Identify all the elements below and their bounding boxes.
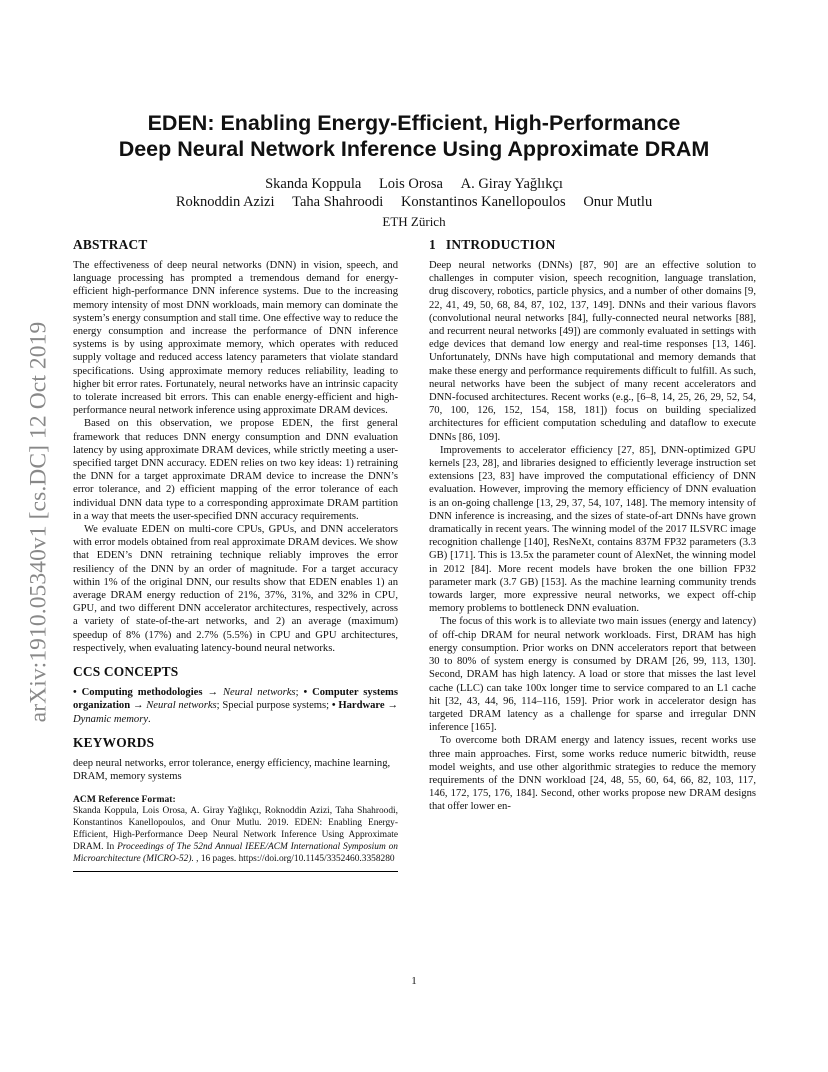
author-name: Konstantinos Kanellopoulos (400, 194, 566, 210)
ccs-arrow: → (202, 687, 223, 699)
arxiv-stamp (24, 287, 54, 757)
author-list (60, 175, 768, 211)
author-name: Roknoddin Azizi (175, 194, 275, 210)
reference-text: Skanda Koppula, Lois Orosa, A. Giray Yağlıkçı, Roknoddin Azizi, Taha Shahroodi, Konstantinos Kanellopoulos, and Onur Mutlu. 2019. EDEN: Enabling Energy-Efficient, High-Performance Deep Neural Network Inference Using Approximate DRAM. In (73, 806, 398, 852)
reference-venue: Proceedings of The 52nd Annual IEEE/ACM International Symposium on Microarchitecture (MICRO-52). (73, 841, 398, 864)
reference-format-heading: ACM Reference Format: (73, 794, 176, 806)
abstract-paragraph: The effectiveness of deep neural networks (DNN) in vision, speech, and language processing has prompted a tremendous demand for energy-efficient high-performance DNN inference systems. Due to the increasing memory intensity of most DNN workloads, main memory can dominate the system’s energy consumption and stall time. One effective way to reduce the energy consumption and increase the performance of DNN inference systems is by using approximate memory, which operates with reduced supply voltage and reduced access latency parameters that violate standard specifications. Using approximate memory reduces reliability, leading to higher bit error rates. Fortunately, neural networks have an intrinsic capacity to tolerate increased bit errors. This can enable energy-efficient and high-performance neural network inference using approximate DRAM devices. (73, 260, 398, 417)
author-name: Taha Shahroodi (292, 194, 384, 210)
left-column (73, 237, 398, 872)
abstract-paragraph: We evaluate EDEN on multi-core CPUs, GPUs, and DNN accelerators with error models obtained from real approximate DRAM devices. We show that EDEN’s DNN retraining technique reliably improves the error resiliency of the DNN by an order of magnitude. For a target accuracy within 1% of the original DNN, our results show that EDEN enables 1) an average DRAM energy reduction of 21%, 37%, 31%, and 32% in CPU, GPU, and two different DNN accelerator architectures, respectively, across a variety of state-of-the-art networks, and 2) an average (maximum) speedup of 8% (17%) and 2.7% (5.5%) in CPU and GPU architectures, respectively, when evaluating latency-bound neural networks. (73, 524, 398, 654)
ccs-separator: ; (295, 687, 304, 699)
intro-paragraph: Improvements to accelerator efficiency [27, 85], DNN-optimized GPU kernels [23, 28], and libraries designed to efficiently leverage instruction set extensions [23, 83] have improved the computational efficiency of DNN evaluation. However, improving the memory efficiency of DNN evaluation is an on-going challenge [13, 29, 37, 54, 107, 148]. The memory intensity of DNN inference is increasing, and the sizes of state-of-art DNNs have grown dramatically in recent years. The winning model of the 2017 ILSVRC image recognition challenge [140], ResNeXt, contains 837M FP32 parameters (3.3 GB) [171]. This is 13.5x the parameter count of AlexNet, the winning model in 2012 [84]. More recent models have broken the one billion FP32 parameter mark (3.7 GB) [153]. As the machine learning community trends towards larger, more expressive neural networks, we expect off-chip memory problems to bottleneck DNN evaluation. (429, 444, 756, 615)
footer-rule (73, 871, 398, 872)
author-name: Lois Orosa (378, 176, 443, 192)
title-line-1: EDEN: Enabling Energy-Efficient, High-Performance (147, 111, 681, 135)
ccs-arrow: → (384, 700, 398, 712)
ccs-concept: Neural networks (222, 687, 296, 699)
section-title: INTRODUCTION (445, 237, 556, 252)
reference-doi: , 16 pages. https://doi.org/10.1145/3352460.3358280 (193, 853, 395, 864)
ccs-text: ; Special purpose systems; (216, 700, 332, 712)
ccs-category: • Computer systems organization (73, 687, 399, 712)
author-name: A. Giray Yağlıkçı (460, 176, 563, 192)
intro-paragraph: The focus of this work is to alleviate two main issues (energy and latency) of off-chip DRAM for neural network workloads. First, DRAM has high energy consumption. Prior works on DNN accelerators report that between 30 to 80% of system energy is consumed by DRAM [26, 99, 113, 130]. Second, DRAM has high latency. A load or store that misses the last level cache (LLC) can take 100x longer time to service compared to an L1 cache hit [32, 43, 44, 96, 114–116, 159]. Prior work in accelerator design has targeted DRAM latency as a challenge for sparse and irregular DNN inference [165]. (429, 616, 756, 734)
abstract-paragraph: Based on this observation, we propose EDEN, the first general framework that reduces DNN energy consumption and DNN evaluation latency by using approximate DRAM devices, while strictly meeting a user-specified target DNN accuracy. EDEN relies on two key ideas: 1) retraining the DNN for a target approximate DRAM device to increase the DNN’s error tolerance, and 2) efficient mapping of the error tolerance of each individual DNN data type to a corresponding approximate DRAM partition in a way that meets the user-specified DNN accuracy requirements. (73, 418, 398, 522)
ccs-end: . (148, 713, 151, 725)
paper-title (60, 110, 768, 162)
ccs-concept: Neural networks (146, 700, 217, 712)
title-line-2: Deep Neural Network Inference Using Approximate DRAM (118, 137, 710, 161)
reference-format-text (73, 806, 398, 865)
keywords-text: deep neural networks, error tolerance, energy efficiency, machine learning, DRAM, memory systems (73, 757, 391, 782)
introduction-heading (429, 237, 756, 253)
right-column (429, 237, 756, 814)
ccs-heading: CCS CONCEPTS (73, 664, 179, 680)
author-name: Skanda Koppula (265, 176, 362, 192)
affiliation: ETH Zürich (382, 214, 446, 229)
abstract-heading: ABSTRACT (73, 237, 148, 252)
ccs-arrow: → (130, 700, 147, 712)
page-number: 1 (411, 975, 417, 987)
author-row-1 (60, 175, 768, 193)
keywords-heading: KEYWORDS (73, 734, 155, 750)
ccs-category: • Computing methodologies (73, 687, 203, 699)
arxiv-stamp-text: arXiv:1910.05340v1 [cs.DC] 12 Oct 2019 (25, 321, 52, 723)
section-number: 1 (429, 237, 436, 252)
intro-paragraph: To overcome both DRAM energy and latency issues, recent works use three main approaches. First, some works reduce numeric bitwidth, reuse model weights, and use other algorithmic strategies to reduce the memory requirements of the DNN workload [24, 48, 55, 60, 64, 66, 82, 103, 117, 146, 172, 175, 176, 184]. Second, other works propose new DRAM designs that offer lower en- (429, 735, 756, 813)
ccs-concepts (73, 686, 398, 726)
intro-paragraph: Deep neural networks (DNNs) [87, 90] are an effective solution to challenges in computer vision, speech recognition, language translation, drug discovery, robotics, particle physics, and a number of other domains [9, 22, 41, 49, 50, 68, 84, 87, 102, 137, 149]. DNNs and their various flavors (convolutional neural networks [84], fully-connected neural networks [88], and recurrent neural networks [49]) are commonly evaluated in settings with edge devices that demand low energy and real-time responses [13, 146]. Unfortunately, DNNs have high computational and memory demands that make these energy and performance requirements difficult to fulfill. As such, neural networks have been the subject of many recent accelerators and DNN-focused architectures. Recent works (e.g., [6–8, 14, 25, 26, 29, 52, 54, 70, 100, 126, 152, 154, 158, 181]) focus on building specialized architectures for efficient computation scheduling and dataflow to execute DNNs [86, 109]. (429, 260, 756, 443)
ccs-concept: Dynamic memory (73, 713, 149, 725)
author-row-2 (60, 193, 768, 211)
author-name: Onur Mutlu (583, 194, 653, 210)
ccs-category: • Hardware (331, 700, 385, 712)
